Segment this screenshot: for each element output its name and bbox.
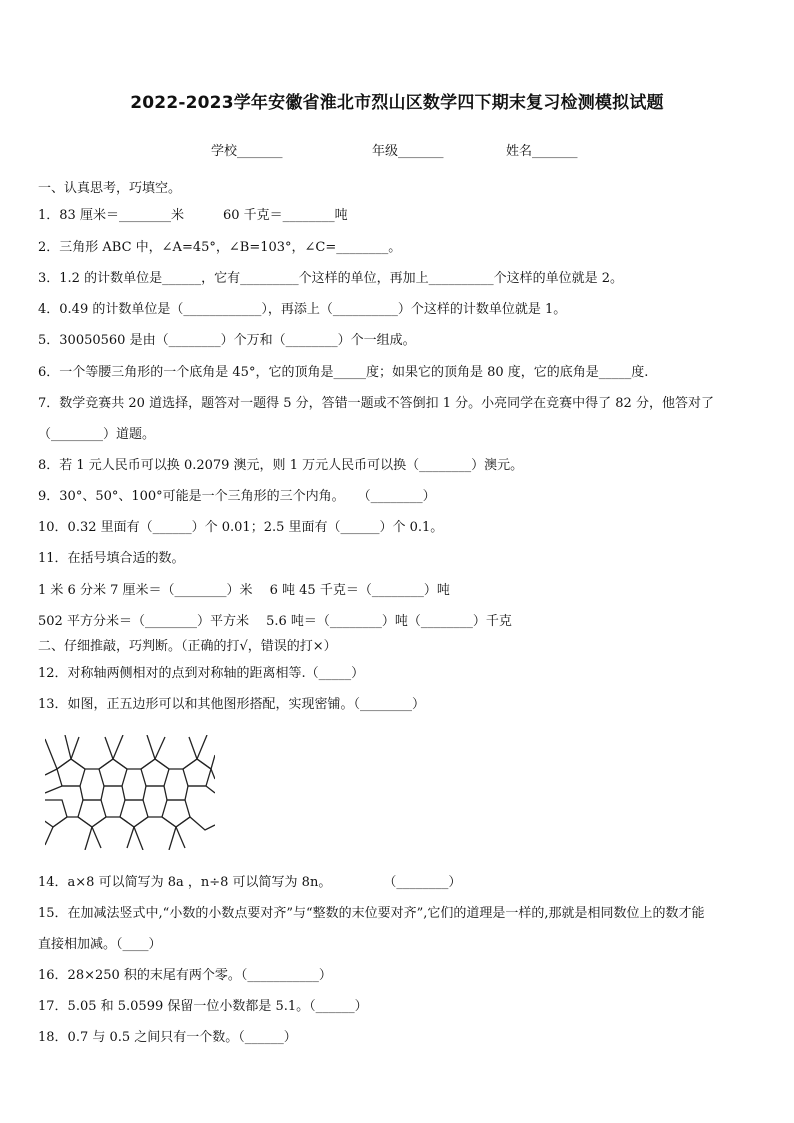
question-18: 18．0.7 与 0.5 之间只有一个数。（______） <box>38 1030 297 1045</box>
question-5: 5．30050560 是由（________）个万和（________）个一组成。 <box>38 333 416 348</box>
question-7-line-1: 7．数学竞赛共 20 道选择，题答对一题得 5 分，答错一题或不答倒扣 1 分。小亮同学在竞赛中得了 82 分，他答对了 <box>38 396 714 411</box>
question-3: 3．1.2 的计数单位是______，它有_________个这样的单位，再加上__________个这样的单位就是 2。 <box>38 271 623 286</box>
student-info-row <box>0 140 794 160</box>
question-7-line-2: （________）道题。 <box>38 427 156 442</box>
question-13: 13．如图，正五边形可以和其他图形搭配，实现密铺。（________） <box>38 697 426 712</box>
question-11-row-2: 502 平方分米＝（________）平方米 5.6 吨＝（________）吨（________）千克 <box>38 614 512 629</box>
question-1: 1．83 厘米＝________米 60 千克＝________吨 <box>38 208 348 223</box>
grade-field[interactable]: 年级_______ <box>372 144 444 159</box>
question-8: 8．若 1 元人民币可以换 0.2079 澳元，则 1 万元人民币可以换（________）澳元。 <box>38 458 524 473</box>
question-17: 17．5.05 和 5.0599 保留一位小数都是 5.1。（______） <box>38 999 368 1014</box>
question-12: 12．对称轴两侧相对的点到对称轴的距离相等.（_____） <box>38 666 365 681</box>
question-15-line-2: 直接相加减。（____） <box>38 937 162 952</box>
question-9: 9．30°、50°、100°可能是一个三角形的三个内角。 （________） <box>38 489 436 504</box>
question-4: 4．0.49 的计数单位是（____________），再添上（__________）个这样的计数单位就是 1。 <box>38 302 567 317</box>
question-16: 16．28×250 积的末尾有两个零。（___________） <box>38 968 332 983</box>
question-11-row-1: 1 米 6 分米 7 厘米＝（________）米 6 吨 45 千克＝（________）吨 <box>38 583 450 598</box>
page-title: 2022-2023学年安徽省淮北市烈山区数学四下期末复习检测模拟试题 <box>130 93 664 113</box>
question-14: 14．a×8 可以简写为 8a ，n÷8 可以简写为 8n。 （________） <box>38 875 462 890</box>
section-heading-1: 一、认真思考，巧填空。 <box>38 181 182 196</box>
pentagon-tessellation-icon <box>45 735 215 850</box>
section-heading-2: 二、仔细推敲，巧判断。（正确的打√，错误的打×） <box>38 639 337 654</box>
school-field[interactable]: 学校_______ <box>211 144 283 159</box>
question-15-line-1: 15．在加减法竖式中,“小数的小数点要对齐”与“整数的末位要对齐”,它们的道理是一样的,那就是相同数位上的数才能 <box>38 906 705 921</box>
question-6: 6．一个等腰三角形的一个底角是 45°，它的顶角是_____度；如果它的顶角是 80 度，它的底角是_____度. <box>38 365 649 380</box>
question-2: 2．三角形 ABC 中，∠A=45°，∠B=103°，∠C=________。 <box>38 240 402 255</box>
question-11: 11．在括号填合适的数。 <box>38 551 185 566</box>
question-10: 10．0.32 里面有（______）个 0.01；2.5 里面有（______）个 0.1。 <box>38 520 444 535</box>
name-field[interactable]: 姓名_______ <box>506 144 578 159</box>
